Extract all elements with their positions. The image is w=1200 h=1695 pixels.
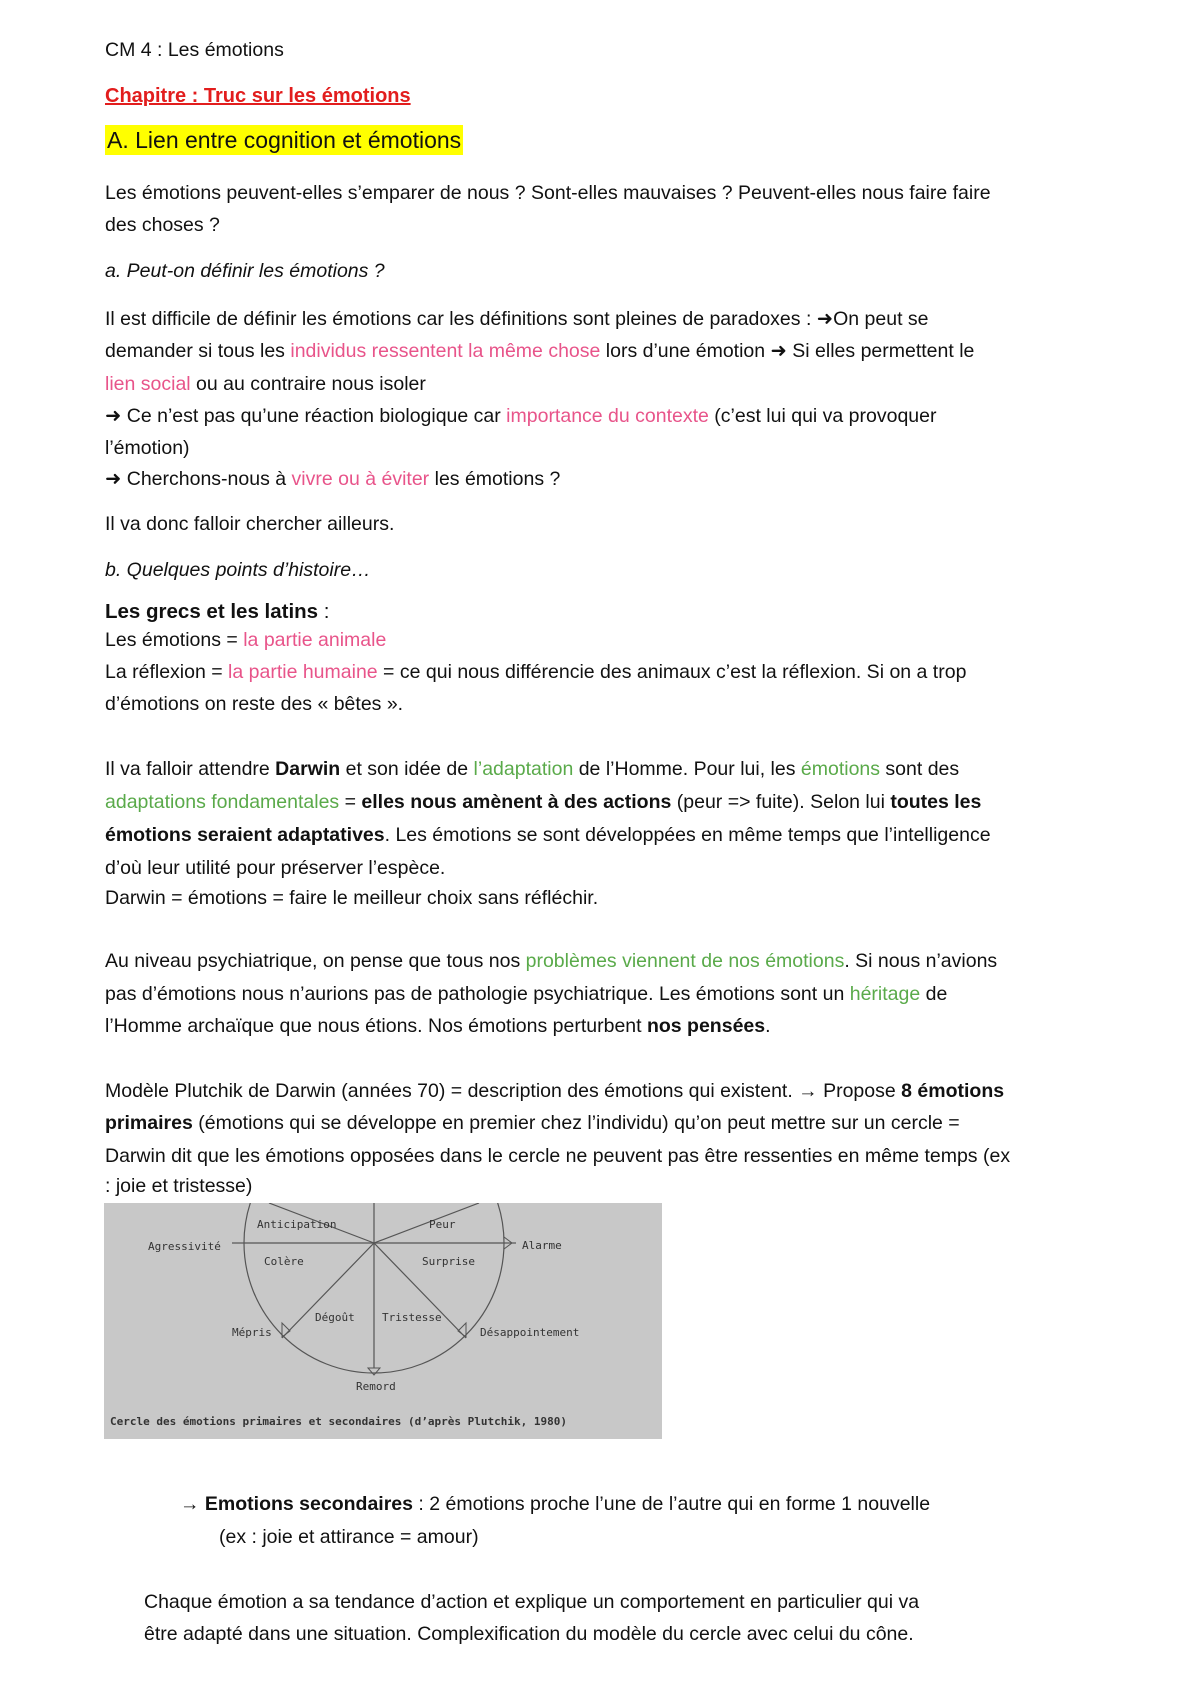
label-mepris: Mépris [232, 1326, 272, 1339]
p1-text: ➜ Ce n’est pas qu’une réaction biologique car [105, 405, 507, 427]
chapter-title [105, 80, 411, 112]
subheading-a [105, 255, 385, 287]
intro-text-2: des choses ? [105, 214, 220, 236]
intro-line-2 [105, 209, 220, 241]
label-anticipation: Anticipation [257, 1218, 337, 1231]
darwin-bold: Darwin [275, 758, 341, 780]
psychiatry-text: pas d’émotions nous n’aurions pas de pathologie psychiatrique. Les émotions sont un [105, 983, 850, 1005]
paragraph1-line-2 [105, 335, 974, 367]
disappointment-marker [458, 1323, 466, 1337]
darwin-text: Il va falloir attendre [105, 758, 276, 780]
darwin-highlight: émotions [800, 758, 881, 780]
paragraph1-line-3 [105, 368, 426, 400]
model-text: : joie et tristesse) [105, 1175, 253, 1197]
p1-highlight: individus ressentent la même chose [290, 340, 601, 362]
label-degout: Dégoût [315, 1311, 355, 1324]
p1-highlight: vivre ou à éviter [291, 468, 430, 490]
darwin-text: de l’Homme. Pour lui, les [573, 758, 801, 780]
axis-line [374, 1203, 479, 1243]
model-line-3 [105, 1140, 1010, 1172]
darwin-text: . Les émotions se sont développées en même temps que l’intelligence [384, 824, 991, 846]
remorse-marker [368, 1368, 380, 1375]
psychiatry-text: l’Homme archaïque que nous étions. Nos émotions perturbent [105, 1015, 647, 1037]
paragraph1-line-5 [105, 432, 190, 464]
intro-text-1: Les émotions peuvent-elles s’emparer de nous ? Sont-elles mauvaises ? Peuvent-elles nous faire faire [105, 182, 991, 204]
paragraph1-line-1 [105, 303, 929, 335]
p1-text: ➜ Cherchons-nous à [105, 468, 292, 490]
chapter-text: Chapitre : Truc sur les émotions [105, 85, 411, 107]
secondary-emotions-line-2 [219, 1521, 479, 1553]
contempt-marker [282, 1323, 290, 1337]
darwin-text: et son idée de [340, 758, 474, 780]
psychiatry-line-2 [105, 978, 947, 1010]
greeks-colon: : [318, 600, 330, 623]
header-text: CM 4 : Les émotions [105, 39, 284, 61]
p1-text: Il est difficile de définir les émotions car les définitions sont pleines de paradoxes : ➜On peut se [105, 308, 929, 330]
psychiatry-text: de [920, 983, 948, 1005]
p1-highlight: importance du contexte [506, 405, 709, 427]
greeks-line-2 [105, 656, 966, 688]
darwin-line-1 [105, 753, 959, 785]
subheading-b-text: b. Quelques points d’histoire… [105, 559, 371, 581]
paragraph1-line-4 [105, 400, 937, 432]
darwin-highlight: l’adaptation [473, 758, 574, 780]
model-text: Modèle Plutchik de Darwin (années 70) = description des émotions qui existent. → Propose [105, 1080, 902, 1102]
label-desappointement: Désappointement [480, 1326, 580, 1339]
greeks-text: La réflexion = [105, 661, 229, 683]
darwin-text: sont des [880, 758, 960, 780]
greeks-text: d’émotions on reste des « bêtes ». [105, 693, 404, 715]
secondary-text: : 2 émotions proche l’une de l’autre qui en forme 1 nouvelle [413, 1493, 931, 1515]
subheading-b [105, 554, 371, 586]
document-header [105, 34, 284, 66]
greeks-text: Les émotions = [105, 629, 244, 651]
p1-highlight: lien social [105, 373, 191, 395]
psychiatry-text: . [765, 1015, 771, 1037]
p1-text: l’émotion) [105, 437, 190, 459]
secondary-example: (ex : joie et attirance = amour) [219, 1526, 479, 1548]
greeks-title: Les grecs et les latins [105, 600, 319, 623]
darwin-line-5 [105, 882, 598, 914]
conclusion-line-2 [144, 1618, 914, 1650]
label-colere: Colère [264, 1255, 304, 1268]
darwin-text: = [339, 791, 362, 813]
conclusion-line-1 [144, 1586, 919, 1618]
darwin-bold: toutes les [890, 791, 982, 813]
label-tristesse: Tristesse [382, 1311, 442, 1324]
psychiatry-text: . Si nous n’avions [844, 950, 998, 972]
subheading-a-text: a. Peut-on définir les émotions ? [105, 260, 385, 282]
greeks-text: = ce qui nous différencie des animaux c’est la réflexion. Si on a trop [377, 661, 967, 683]
label-alarme: Alarme [522, 1239, 562, 1252]
plutchik-circle-diagram [104, 1203, 662, 1439]
darwin-bold: elles nous amènent à des actions [361, 791, 672, 813]
figure-caption: Cercle des émotions primaires et secondaires (d’après Plutchik, 1980) [110, 1415, 567, 1428]
label-peur: Peur [429, 1218, 456, 1231]
p1-text: les émotions ? [429, 468, 561, 490]
conclusion-text: être adapté dans une situation. Complexification du modèle du cercle avec celui du cône. [144, 1623, 914, 1645]
darwin-text: Darwin = émotions = faire le meilleur choix sans réfléchir. [105, 887, 599, 909]
psychiatry-line-1 [105, 945, 997, 977]
psychiatry-line-3 [105, 1010, 771, 1042]
section-a-heading [105, 124, 463, 158]
intro-line-1 [105, 177, 991, 209]
psychiatry-highlight: héritage [849, 983, 921, 1005]
psychiatry-bold: nos pensées [646, 1015, 766, 1037]
darwin-line-2 [105, 786, 981, 818]
model-line-2 [105, 1107, 960, 1139]
p2-text: Il va donc falloir chercher ailleurs. [105, 513, 395, 535]
label-remord: Remord [356, 1380, 396, 1393]
secondary-emotions-line-1 [180, 1488, 930, 1520]
darwin-text: (peur => fuite). Selon lui [671, 791, 891, 813]
p1-text: ou au contraire nous isoler [190, 373, 426, 395]
model-line-1 [105, 1075, 1004, 1107]
paragraph2 [105, 508, 394, 540]
darwin-highlight: adaptations fondamentales [105, 791, 340, 813]
p1-text: lors d’une émotion ➜ Si elles permettent le [600, 340, 975, 362]
greeks-line-1 [105, 624, 386, 656]
model-bold: 8 émotions [901, 1080, 1005, 1102]
conclusion-text: Chaque émotion a sa tendance d’action et explique un comportement en particulier qui va [144, 1591, 920, 1613]
darwin-bold: émotions seraient adaptatives [105, 824, 385, 846]
label-agressivite: Agressivité [148, 1240, 221, 1253]
model-text: Darwin dit que les émotions opposées dans le cercle ne peuvent pas être ressenties en même temps (ex [105, 1145, 1011, 1167]
greeks-highlight: la partie animale [243, 629, 387, 651]
paragraph1-line-6 [105, 463, 560, 495]
section-a-text: A. Lien entre cognition et émotions [107, 127, 462, 153]
darwin-text: d’où leur utilité pour préserver l’espèce. [105, 857, 446, 879]
psychiatry-highlight: problèmes viennent de nos émotions [525, 950, 845, 972]
secondary-arrow: → [180, 1493, 205, 1515]
psychiatry-text: Au niveau psychiatrique, on pense que tous nos [105, 950, 526, 972]
greeks-highlight: la partie humaine [228, 661, 378, 683]
darwin-line-3 [105, 819, 991, 851]
greeks-line-3 [105, 688, 403, 720]
darwin-line-4 [105, 852, 445, 884]
model-line-4 [105, 1170, 252, 1202]
model-bold: primaires [105, 1112, 193, 1134]
p1-text: (c’est lui qui va provoquer [708, 405, 937, 427]
label-surprise: Surprise [422, 1255, 475, 1268]
secondary-bold: Emotions secondaires [204, 1493, 413, 1515]
p1-text: demander si tous les [105, 340, 291, 362]
plutchik-figure [104, 1203, 662, 1439]
model-text: (émotions qui se développe en premier chez l’individu) qu’on peut mettre sur un cercle = [192, 1112, 960, 1134]
